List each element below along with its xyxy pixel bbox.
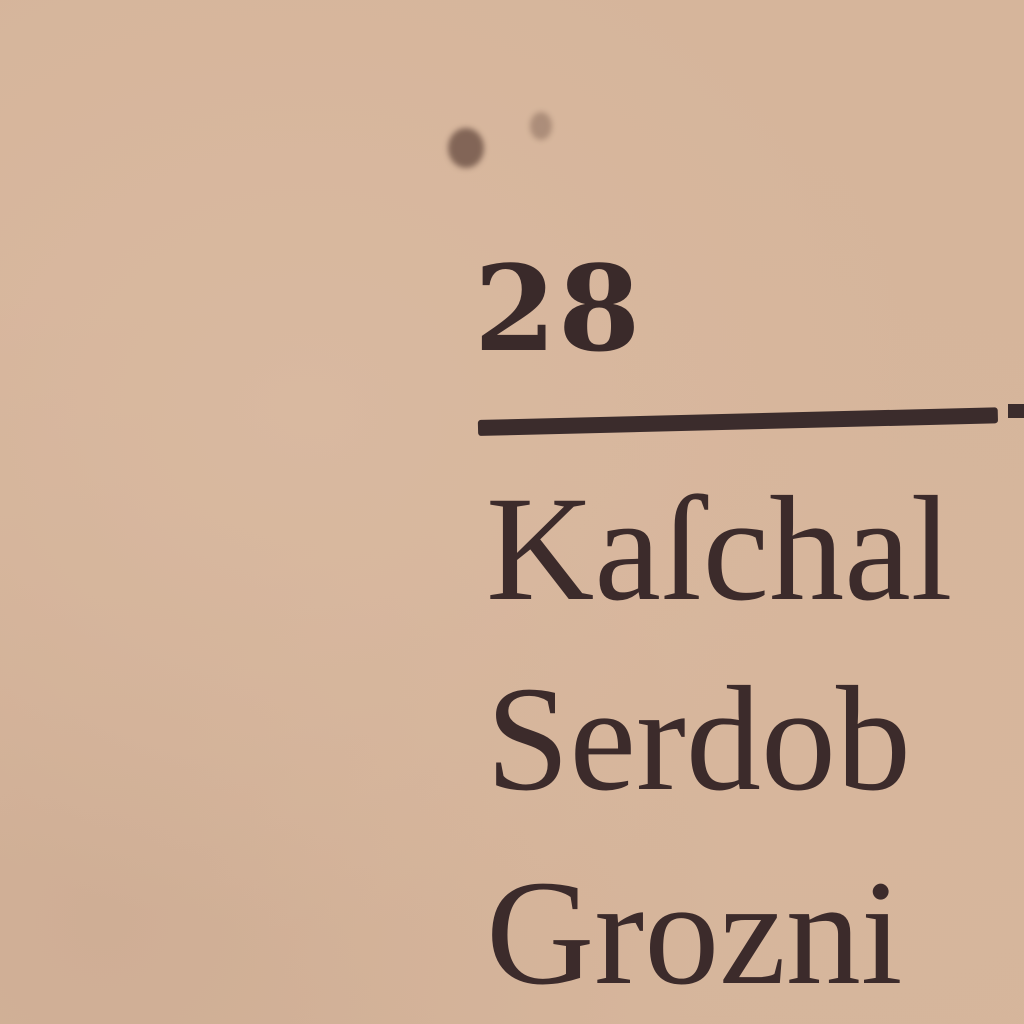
text-line: Serdob	[486, 656, 911, 822]
ink-smudge	[448, 128, 484, 168]
ink-smudge	[530, 112, 552, 140]
header-rule-end	[1008, 404, 1024, 418]
page-number: 28	[474, 239, 643, 378]
text-line: Grozni	[486, 850, 903, 1016]
text-line: Kaſchal	[486, 466, 953, 632]
header-rule	[478, 407, 998, 436]
